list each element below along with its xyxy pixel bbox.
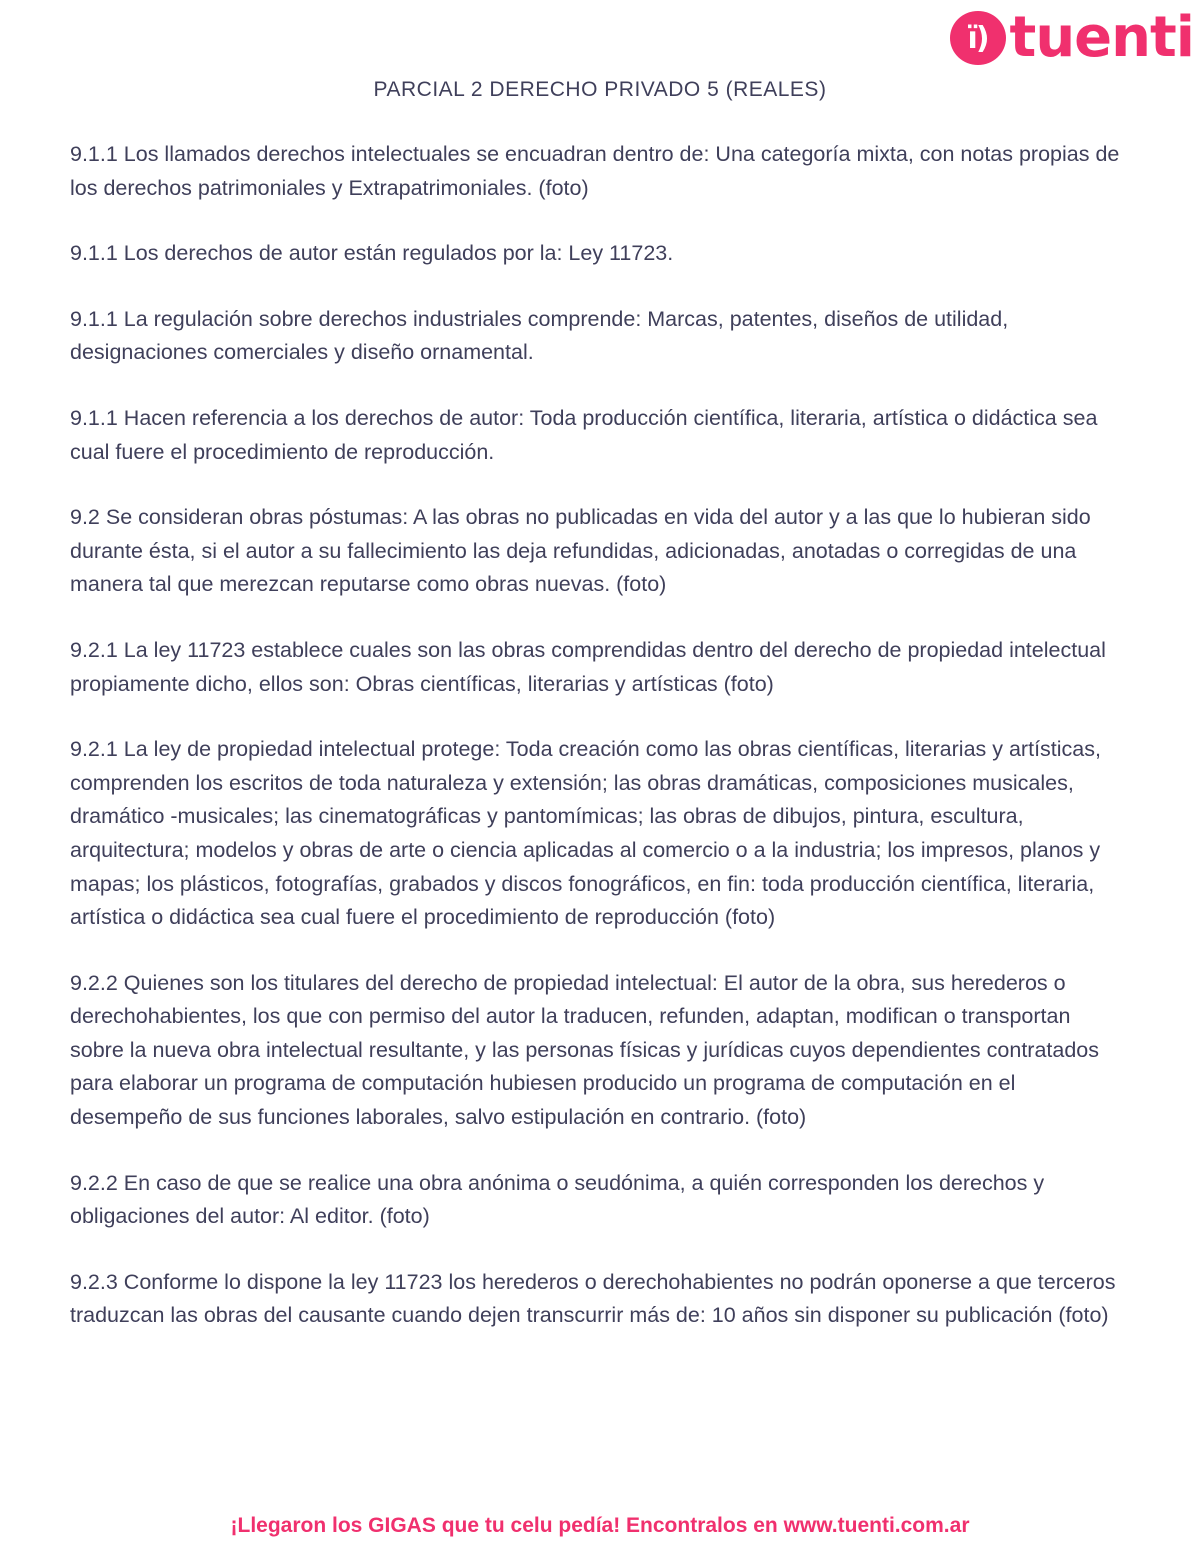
paragraph-10: 9.2.3 Conforme lo dispone la ley 11723 los herederos o derechohabientes no podrán oponerse a que terceros traduzcan las obras del causante cuando dejen transcurrir más de: 10 años sin disponer su publicación (foto) [70,1269,1116,1328]
paragraph-5: 9.2 Se consideran obras póstumas: A las obras no publicadas en vida del autor y a las que lo hubieran sido durante ésta, si el autor a su fallecimiento las deja refundidas, adicionadas, anotadas o corregidas de una manera tal que merezcan reputarse como obras nuevas. (foto) [70,505,1091,597]
paragraph-3: 9.1.1 La regulación sobre derechos industriales comprende: Marcas, patentes, diseños de utilidad, designaciones comerciales y diseño ornamental. [70,306,1009,365]
paragraph-8: 9.2.2 Quienes son los titulares del derecho de propiedad intelectual: El autor de la obra, sus herederos o derechohabientes, los que con permiso del autor la traducen, refunden, adaptan, modifican o transportan sobre la nueva obra intelectual resultante, y las personas físicas y jurídicas cuyos dependientes contratados para elaborar un programa de computación hubiesen producido un programa de computación en el desempeño de sus funciones laborales, salvo estipulación en contrario. (foto) [70,970,1100,1130]
paragraph-2: 9.1.1 Los derechos de autor están regulados por la: Ley 11723. [70,241,674,266]
paragraph-1: 9.1.1 Los llamados derechos intelectuales se encuadran dentro de: Una categoría mixta, con notas propias de los derechos patrimoniales y Extrapatrimoniales. (foto) [70,142,1120,200]
paragraph-7: 9.2.1 La ley de propiedad intelectual protege: Toda creación como las obras científicas, literarias y artísticas, comprenden los escritos de toda naturaleza y extensión; las obras dramáticas, composiciones musicales, dramático -musicales; las cinematográficas y pantomímicas; las obras de dibujos, pintura, escultura, arquitectura; modelos y obras de arte o ciencia aplicadas al comercio o a la industria; los impresos, planos y mapas; los plásticos, fotografías, grabados y discos fonográficos, en fin: toda producción científica, literaria, artística o didáctica sea cual fuere el procedimiento de reproducción (foto) [70,737,1101,930]
paragraph-9: 9.2.2 En caso de que se realice una obra anónima o seudónima, a quién corresponden los derechos y obligaciones del autor: Al editor. (foto) [70,1170,1045,1229]
tuenti-logo-text: tuenti [1009,5,1194,70]
tuenti-logo-icon: ï) [950,11,1006,65]
footer-promo-link[interactable]: ¡Llegaron los GIGAS que tu celu pedía! Encontralos en www.tuenti.com.ar [230,1514,970,1537]
tuenti-logo [950,5,1194,70]
paragraph-4: 9.1.1 Hacen referencia a los derechos de autor: Toda producción científica, literaria, artística o didáctica sea cual fuere el procedimiento de reproducción. [70,405,1098,464]
document-body [70,138,1130,1365]
document-title: PARCIAL 2 DERECHO PRIVADO 5 (REALES) [373,78,827,101]
paragraph-6: 9.2.1 La ley 11723 establece cuales son las obras comprendidas dentro del derecho de propiedad intelectual propiamente dicho, ellos son: Obras científicas, literarias y artísticas (foto) [70,637,1106,696]
